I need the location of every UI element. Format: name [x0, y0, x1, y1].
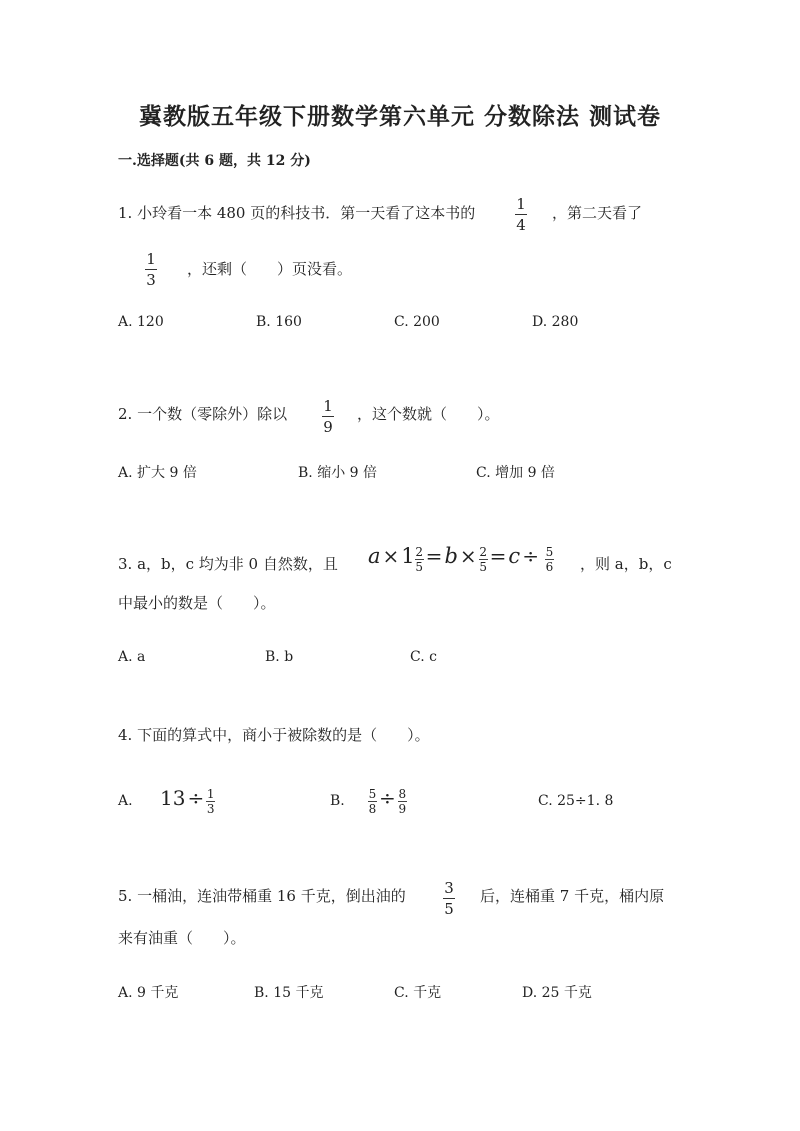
fraction [206, 788, 215, 815]
option-a-label[interactable]: A. [118, 793, 133, 809]
option-c[interactable]: C. 增加 9 倍 [476, 465, 555, 481]
var-a: a [368, 544, 381, 568]
question-2-text-cont: ，这个数就（ ）。 [357, 405, 500, 423]
denominator: 4 [516, 216, 526, 234]
option-d[interactable]: D. 25 千克 [522, 985, 592, 1001]
question-5-text: 5. 一桶油，连油带桶重 16 千克，倒出油的 [118, 887, 406, 905]
numerator: 2 [415, 544, 423, 559]
numerator: 8 [398, 786, 407, 801]
numerator: 5 [545, 544, 554, 559]
numerator: 1 [323, 397, 333, 415]
option-c[interactable]: C. c [410, 649, 437, 665]
option-b[interactable]: B. 缩小 9 倍 [298, 465, 377, 481]
denominator: 5 [415, 559, 423, 574]
fraction [368, 788, 377, 815]
option-a[interactable]: A. 9 千克 [118, 985, 179, 1001]
numerator: 1 [516, 195, 526, 213]
denominator: 3 [146, 271, 156, 289]
denominator: 9 [323, 418, 333, 436]
numerator: 3 [444, 879, 454, 897]
fraction [479, 546, 488, 573]
question-1-text-cont: ，第二天看了 [552, 204, 643, 222]
option-c[interactable]: C. 25÷1. 8 [538, 793, 614, 809]
page-title: 冀教版五年级下册数学第六单元 分数除法 测试卷 [138, 103, 661, 130]
times-sign: × [459, 544, 477, 568]
section-heading: 一.选择题(共 6 题，共 12 分) [118, 153, 311, 169]
whole-number: 1 [401, 544, 415, 568]
option-b[interactable]: B. 15 千克 [254, 985, 324, 1001]
option-b-expression [368, 786, 407, 815]
equals-sign: = [489, 544, 507, 568]
equals-sign: = [425, 544, 443, 568]
option-a[interactable]: A. a [118, 649, 146, 665]
question-2-text: 2. 一个数（零除外）除以 [118, 405, 288, 423]
times-sign: × [382, 544, 400, 568]
numerator: 1 [206, 786, 215, 801]
var-c: c [508, 544, 521, 568]
fraction [545, 546, 554, 573]
option-a[interactable]: A. 扩大 9 倍 [118, 465, 197, 481]
option-d[interactable]: D. 280 [532, 314, 579, 330]
question-3-text: 3. a，b，c 均为非 0 自然数，且 [118, 555, 338, 573]
divide-sign: ÷ [187, 786, 205, 810]
denominator: 6 [545, 559, 554, 574]
question-1-text-line2: ，还剩（ ）页没看。 [187, 260, 353, 278]
denominator: 5 [479, 559, 487, 574]
option-a-expression [160, 786, 215, 815]
option-a[interactable]: A. 120 [118, 314, 164, 330]
question-3-text-line2: 中最小的数是（ ）。 [118, 594, 276, 612]
option-c[interactable]: C. 千克 [394, 985, 442, 1001]
denominator: 5 [444, 900, 454, 918]
numerator: 2 [479, 544, 487, 559]
fraction [145, 251, 157, 288]
var-b: b [444, 544, 458, 568]
fraction [322, 398, 334, 435]
question-4-text: 4. 下面的算式中，商小于被除数的是（ ）。 [118, 726, 430, 744]
divide-sign: ÷ [379, 786, 396, 810]
numerator: 1 [146, 250, 156, 268]
fraction [443, 880, 455, 917]
equation [368, 544, 554, 573]
divide-sign: ÷ [522, 544, 539, 568]
option-b[interactable]: B. b [265, 649, 294, 665]
denominator: 8 [368, 801, 377, 816]
denominator: 3 [206, 801, 215, 816]
option-b[interactable]: B. 160 [256, 314, 302, 330]
question-3-text-cont: ，则 a，b，c [580, 555, 672, 573]
option-b-label[interactable]: B. [330, 793, 345, 809]
fraction [398, 788, 407, 815]
fraction [415, 546, 424, 573]
numerator: 5 [368, 786, 377, 801]
question-1-text: 1. 小玲看一本 480 页的科技书．第一天看了这本书的 [118, 204, 476, 222]
option-c[interactable]: C. 200 [394, 314, 440, 330]
question-5-text-cont: 后，连桶重 7 千克，桶内原 [480, 887, 665, 905]
question-5-text-line2: 来有油重（ ）。 [118, 929, 246, 947]
fraction [515, 196, 527, 233]
denominator: 9 [398, 801, 407, 816]
whole-number: 13 [160, 786, 186, 810]
